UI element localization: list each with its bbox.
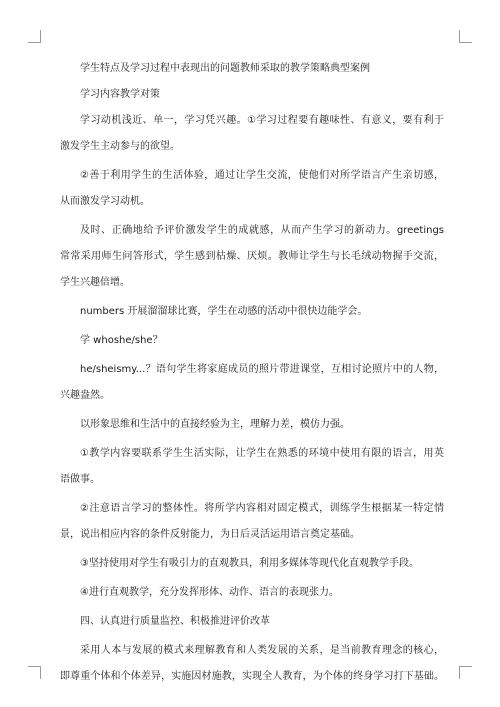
paragraph-line: 语做事。 <box>60 474 100 485</box>
paragraph-line: ②注意语言学习的整体性。将所学内容相对固定模式，训练学生根据某一特定情 <box>80 503 444 514</box>
paragraph-line: he/sheismy...？语句学生将家庭成员的照片带进课堂，互相讨论照片中的人物， <box>80 364 444 375</box>
paragraph-line: 激发学生主动参与的欲望。 <box>60 141 180 152</box>
paragraph-line: 学习动机浅近、单一，学习凭兴趣。①学习过程要有趣味性、有意义，要有利于 <box>80 115 444 126</box>
paragraph-line: 学 whoshe/she？ <box>80 335 163 346</box>
paragraph-line: ②善于利用学生的生活体验，通过让学生交流，使他们对所学语言产生亲切感， <box>80 170 444 181</box>
paragraph-line: 以形象思维和生活中的直接经验为主，理解力差，模仿力强。 <box>80 419 350 430</box>
crop-mark-top-right <box>459 30 472 43</box>
paragraph-line: 常常采用师生问答形式，学生感到枯燥、厌烦。教师让学生与长毛绒动物握手交流， <box>60 251 444 262</box>
paragraph-line: 从而激发学习动机。 <box>60 196 150 207</box>
paragraph-line: ④进行直观教学，充分发挥形体、动作、语言的表现张力。 <box>80 587 339 598</box>
section-heading: 四、认真进行质量监控、积极推进评价改革 <box>80 616 270 627</box>
paragraph-line: ①教学内容要联系学生生活实际，让学生在熟悉的环境中使用有限的语言，用英 <box>80 448 444 459</box>
doc-heading: 学生特点及学习过程中表现出的问题教师采取的教学策略典型案例 <box>80 63 370 74</box>
paragraph-line: 学生兴趣倍增。 <box>60 277 130 288</box>
paragraph-line: 及时、正确地给予评价激发学生的成就感，从而产生学习的新动力。greetings <box>80 225 444 236</box>
paragraph-line: ③坚持使用对学生有吸引力的直观教具，利用多媒体等现代化直观教学手段。 <box>80 558 419 569</box>
paragraph-line: numbers 开展溜溜球比赛，学生在动感的活动中很快边能学会。 <box>80 306 368 317</box>
crop-mark-top-left <box>28 30 41 43</box>
doc-subheading: 学习内容教学对策 <box>80 89 160 100</box>
paragraph-line: 兴趣盎然。 <box>60 390 110 401</box>
crop-mark-bottom-right <box>459 666 472 679</box>
paragraph-line: 即尊重个体和个体差异，实施因材施教，实现全人教育，为个体的终身学习打下基础。 <box>60 671 444 682</box>
document-body <box>60 62 444 684</box>
paragraph-line: 景，说出相应内容的条件反射能力，为日后灵活运用语言奠定基础。 <box>60 529 360 540</box>
crop-mark-bottom-left <box>28 666 41 679</box>
paragraph-line: 采用人本与发展的模式来理解教育和人类发展的关系，是当前教育理念的核心， <box>80 645 444 656</box>
